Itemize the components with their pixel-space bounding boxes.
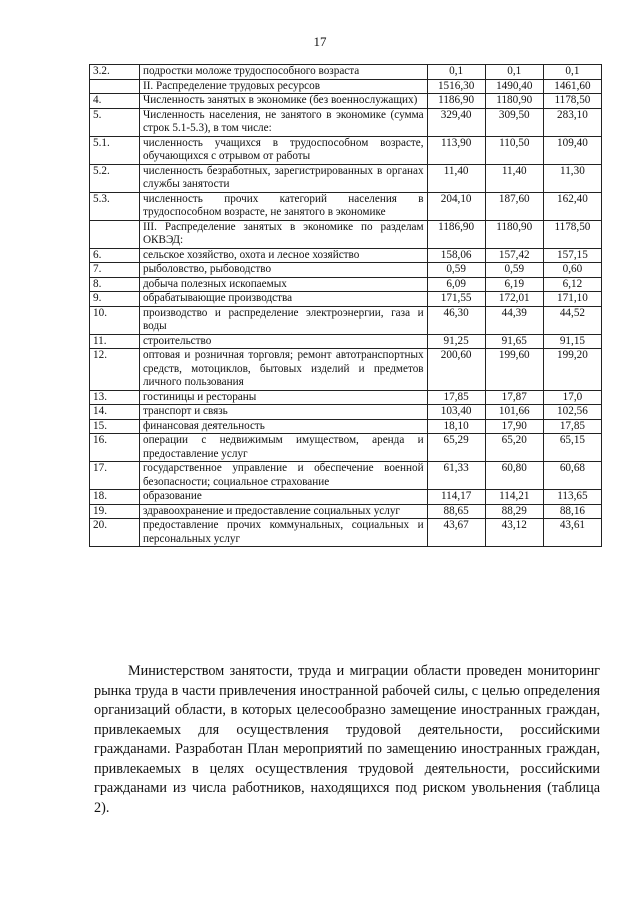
value-cell-3: 65,15: [543, 434, 601, 462]
table-row: [90, 504, 602, 519]
row-name-cell: III. Распределение занятых в экономике по разделам ОКВЭД:: [139, 220, 427, 248]
value-cell-2: 110,50: [485, 136, 543, 164]
value-cell-1: 0,1: [427, 65, 485, 80]
table-row: [90, 94, 602, 109]
value-cell-3: 0,60: [543, 263, 601, 278]
row-name-cell: оптовая и розничная торговля; ремонт автотранспортных средств, мотоциклов, бытовых изделий и предметов личного пользования: [139, 349, 427, 391]
value-cell-2: 0,1: [485, 65, 543, 80]
value-cell-2: 187,60: [485, 192, 543, 220]
row-name-cell: государственное управление и обеспечение военной безопасности; социальное страхование: [139, 462, 427, 490]
value-cell-1: 0,59: [427, 263, 485, 278]
value-cell-3: 162,40: [543, 192, 601, 220]
value-cell-2: 88,29: [485, 504, 543, 519]
value-cell-3: 17,85: [543, 419, 601, 434]
table-row: [90, 306, 602, 334]
value-cell-2: 91,65: [485, 334, 543, 349]
value-cell-2: 65,20: [485, 434, 543, 462]
table-row: [90, 405, 602, 420]
value-cell-1: 46,30: [427, 306, 485, 334]
value-cell-1: 65,29: [427, 434, 485, 462]
row-number-cell: 15.: [90, 419, 140, 434]
value-cell-1: 1186,90: [427, 94, 485, 109]
row-name-cell: рыболовство, рыбоводство: [139, 263, 427, 278]
row-name-cell: гостиницы и рестораны: [139, 390, 427, 405]
value-cell-2: 11,40: [485, 164, 543, 192]
row-name-cell: транспорт и связь: [139, 405, 427, 420]
value-cell-3: 1178,50: [543, 94, 601, 109]
row-number-cell: 8.: [90, 277, 140, 292]
row-name-cell: образование: [139, 490, 427, 505]
table-row: [90, 248, 602, 263]
table-row: [90, 65, 602, 80]
value-cell-1: 103,40: [427, 405, 485, 420]
row-name-cell: строительство: [139, 334, 427, 349]
row-name-cell: II. Распределение трудовых ресурсов: [139, 79, 427, 94]
row-name-cell: Численность населения, не занятого в экономике (сумма строк 5.1-5.3), в том числе:: [139, 108, 427, 136]
row-name-cell: здравоохранение и предоставление социальных услуг: [139, 504, 427, 519]
labor-resources-table: [89, 64, 602, 547]
row-number-cell: 10.: [90, 306, 140, 334]
table-row: [90, 277, 602, 292]
value-cell-3: 43,61: [543, 519, 601, 547]
value-cell-3: 102,56: [543, 405, 601, 420]
row-name-cell: Численность занятых в экономике (без военнослужащих): [139, 94, 427, 109]
row-number-cell: 17.: [90, 462, 140, 490]
row-number-cell: 3.2.: [90, 65, 140, 80]
row-number-cell: 6.: [90, 248, 140, 263]
value-cell-3: 17,0: [543, 390, 601, 405]
row-name-cell: операции с недвижимым имуществом, аренда и предоставление услуг: [139, 434, 427, 462]
row-number-cell: 5.3.: [90, 192, 140, 220]
value-cell-2: 6,19: [485, 277, 543, 292]
value-cell-2: 44,39: [485, 306, 543, 334]
table-row: [90, 263, 602, 278]
value-cell-2: 101,66: [485, 405, 543, 420]
value-cell-2: 157,42: [485, 248, 543, 263]
value-cell-1: 17,85: [427, 390, 485, 405]
body-paragraph: [94, 662, 600, 818]
row-number-cell: 5.: [90, 108, 140, 136]
value-cell-2: 309,50: [485, 108, 543, 136]
value-cell-2: 17,90: [485, 419, 543, 434]
value-cell-3: 109,40: [543, 136, 601, 164]
value-cell-1: 171,55: [427, 292, 485, 307]
table-row: [90, 490, 602, 505]
row-number-cell: [90, 79, 140, 94]
row-name-cell: производство и распределение электроэнергии, газа и воды: [139, 306, 427, 334]
row-number-cell: 5.2.: [90, 164, 140, 192]
value-cell-1: 200,60: [427, 349, 485, 391]
table-body: [90, 65, 602, 547]
value-cell-2: 0,59: [485, 263, 543, 278]
value-cell-3: 60,68: [543, 462, 601, 490]
value-cell-3: 44,52: [543, 306, 601, 334]
table-row: [90, 79, 602, 94]
table-row: [90, 462, 602, 490]
row-number-cell: 4.: [90, 94, 140, 109]
value-cell-3: 199,20: [543, 349, 601, 391]
value-cell-1: 18,10: [427, 419, 485, 434]
value-cell-1: 113,90: [427, 136, 485, 164]
page-number: 17: [313, 34, 327, 49]
row-name-cell: добыча полезных ископаемых: [139, 277, 427, 292]
value-cell-2: 1180,90: [485, 94, 543, 109]
value-cell-1: 114,17: [427, 490, 485, 505]
value-cell-3: 113,65: [543, 490, 601, 505]
row-number-cell: [90, 220, 140, 248]
table-row: [90, 519, 602, 547]
row-name-cell: предоставление прочих коммунальных, социальных и персональных услуг: [139, 519, 427, 547]
value-cell-3: 0,1: [543, 65, 601, 80]
value-cell-3: 1178,50: [543, 220, 601, 248]
value-cell-2: 199,60: [485, 349, 543, 391]
table-row: [90, 136, 602, 164]
row-number-cell: 13.: [90, 390, 140, 405]
row-name-cell: численность учащихся в трудоспособном возрасте, обучающихся с отрывом от работы: [139, 136, 427, 164]
row-number-cell: 12.: [90, 349, 140, 391]
row-name-cell: финансовая деятельность: [139, 419, 427, 434]
row-number-cell: 18.: [90, 490, 140, 505]
value-cell-3: 157,15: [543, 248, 601, 263]
value-cell-1: 88,65: [427, 504, 485, 519]
row-name-cell: сельское хозяйство, охота и лесное хозяйство: [139, 248, 427, 263]
value-cell-2: 60,80: [485, 462, 543, 490]
table-row: [90, 349, 602, 391]
value-cell-2: 17,87: [485, 390, 543, 405]
row-name-cell: численность прочих категорий населения в трудоспособном возрасте, не занятого в экономике: [139, 192, 427, 220]
table-row: [90, 220, 602, 248]
table-row: [90, 164, 602, 192]
table-row: [90, 334, 602, 349]
row-number-cell: 14.: [90, 405, 140, 420]
value-cell-3: 11,30: [543, 164, 601, 192]
row-number-cell: 9.: [90, 292, 140, 307]
row-name-cell: подростки моложе трудоспособного возраста: [139, 65, 427, 80]
row-number-cell: 5.1.: [90, 136, 140, 164]
row-number-cell: 7.: [90, 263, 140, 278]
value-cell-3: 6,12: [543, 277, 601, 292]
value-cell-1: 11,40: [427, 164, 485, 192]
row-number-cell: 11.: [90, 334, 140, 349]
value-cell-3: 1461,60: [543, 79, 601, 94]
value-cell-1: 329,40: [427, 108, 485, 136]
row-number-cell: 20.: [90, 519, 140, 547]
table-row: [90, 419, 602, 434]
value-cell-1: 1186,90: [427, 220, 485, 248]
table-row: [90, 108, 602, 136]
paragraph-text: Министерством занятости, труда и миграции области проведен мониторинг рынка труда в части привлечения иностранной рабочей силы, с целью определения организаций области, в которых целесообразно замещение иностранных граждан, привлекаемых для осуществления трудовой деятельности, российскими гражданами. Разработан План мероприятий по замещению иностранных граждан, привлекаемых в целях осуществления трудовой деятельности, российскими гражданами из числа работников, находящихся под риском увольнения (таблица 2).: [94, 663, 600, 816]
value-cell-1: 43,67: [427, 519, 485, 547]
value-cell-1: 1516,30: [427, 79, 485, 94]
value-cell-3: 283,10: [543, 108, 601, 136]
value-cell-1: 158,06: [427, 248, 485, 263]
row-name-cell: численность безработных, зарегистрированных в органах службы занятости: [139, 164, 427, 192]
table-row: [90, 390, 602, 405]
value-cell-1: 61,33: [427, 462, 485, 490]
table-row: [90, 434, 602, 462]
row-name-cell: обрабатывающие производства: [139, 292, 427, 307]
value-cell-1: 91,25: [427, 334, 485, 349]
value-cell-2: 43,12: [485, 519, 543, 547]
value-cell-3: 91,15: [543, 334, 601, 349]
value-cell-2: 1490,40: [485, 79, 543, 94]
row-number-cell: 16.: [90, 434, 140, 462]
table-row: [90, 192, 602, 220]
value-cell-2: 172,01: [485, 292, 543, 307]
value-cell-3: 171,10: [543, 292, 601, 307]
value-cell-1: 204,10: [427, 192, 485, 220]
value-cell-3: 88,16: [543, 504, 601, 519]
row-number-cell: 19.: [90, 504, 140, 519]
value-cell-2: 1180,90: [485, 220, 543, 248]
value-cell-2: 114,21: [485, 490, 543, 505]
value-cell-1: 6,09: [427, 277, 485, 292]
table-row: [90, 292, 602, 307]
